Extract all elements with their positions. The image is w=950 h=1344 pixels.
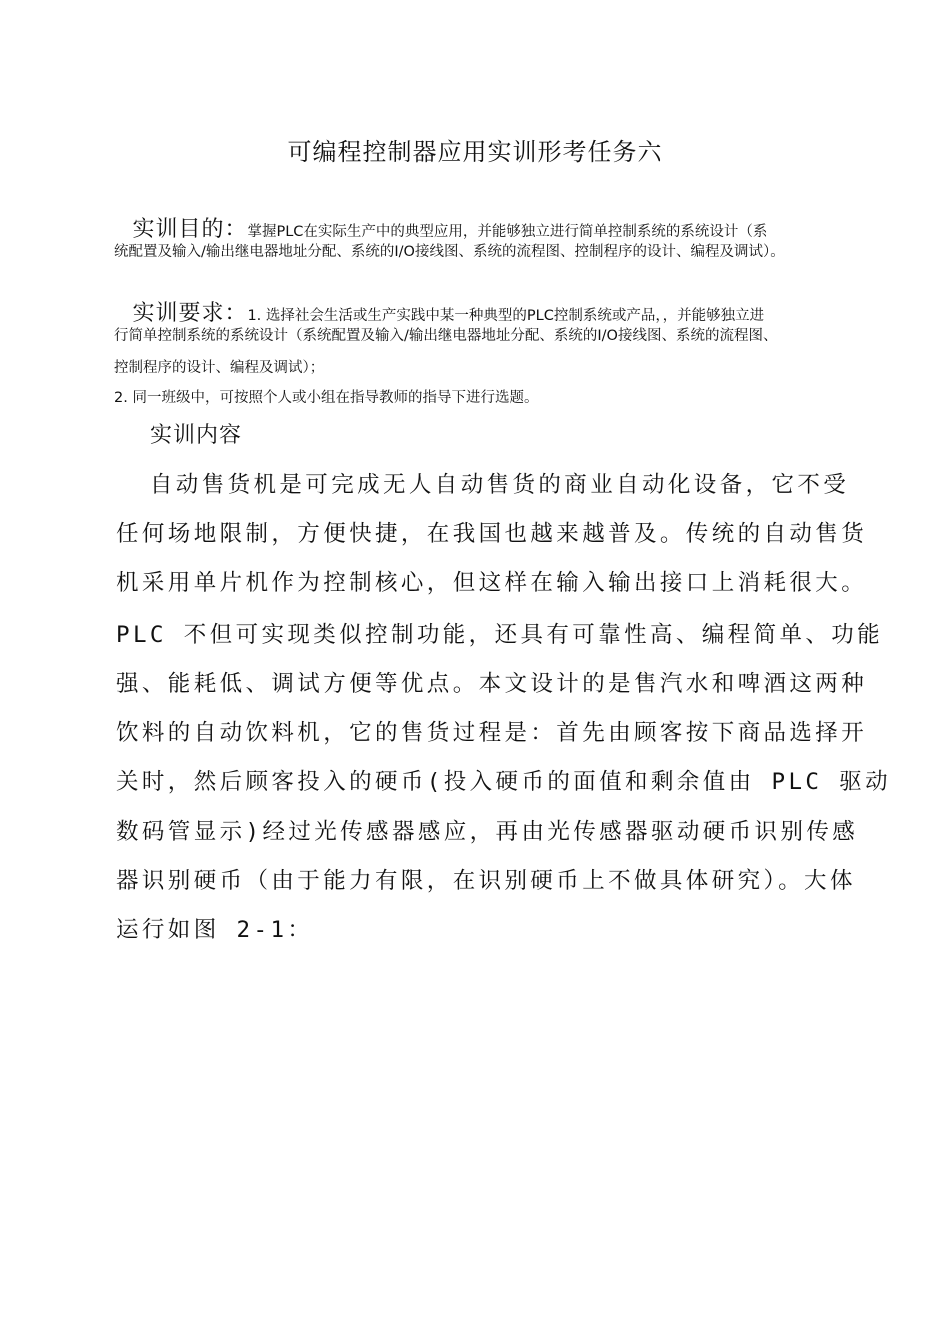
- body-line: PLC 不但可实现类似控制功能，还具有可靠性高、编程简单、功能: [116, 622, 884, 648]
- body-line: 饮料的自动饮料机，它的售货过程是：首先由顾客按下商品选择开: [116, 720, 868, 746]
- body-line: 任何场地限制，方便快捷，在我国也越来越普及。传统的自动售货: [116, 521, 868, 547]
- body-line: 关时，然后顾客投入的硬币(投入硬币的面值和剩余值由 PLC 驱动: [116, 769, 892, 795]
- body-line: 器识别硬币（由于能力有限，在识别硬币上不做具体研究）。大体: [116, 868, 856, 894]
- body-line: 自动售货机是可完成无人自动售货的商业自动化设备，它不受: [116, 472, 850, 498]
- requirements-text-1: 1. 选择社会生活或生产实践中某一种典型的PLC控制系统或产品，，并能够独立进: [247, 308, 765, 324]
- requirements-label: 实训要求：: [132, 301, 248, 326]
- requirements-line-2: 行简单控制系统的系统设计（系统配置及输入/输出继电器地址分配、系统的I/O接线图、系统的流程图、: [114, 328, 778, 344]
- purpose-text-1: 掌握PLC在实际生产中的典型应用，并能够独立进行简单控制系统的系统设计（系: [247, 224, 768, 240]
- purpose-label: 实训目的：: [132, 217, 248, 242]
- body-line: 强、能耗低、调试方便等优点。本文设计的是售汽水和啤酒这两种: [116, 671, 868, 697]
- purpose-line-2: 统配置及输入/输出继电器地址分配、系统的I/O接线图、系统的流程图、控制程序的设计、编程及调试）。: [114, 244, 785, 260]
- requirements-line-4: 2. 同一班级中，可按照个人或小组在指导教师的指导下进行选题。: [114, 390, 539, 406]
- requirements-line-3: 控制程序的设计、编程及调试）；: [114, 360, 325, 376]
- document-title: 可编程控制器应用实训形考任务六: [287, 138, 663, 166]
- body-line: 机采用单片机作为控制核心，但这样在输入输出接口上消耗很大。: [116, 570, 868, 596]
- body-line: 数码管显示)经过光传感器感应，再由光传感器驱动硬币识别传感: [116, 819, 859, 845]
- content-heading: 实训内容: [150, 423, 243, 448]
- body-line: 运行如图 2-1：: [116, 917, 314, 943]
